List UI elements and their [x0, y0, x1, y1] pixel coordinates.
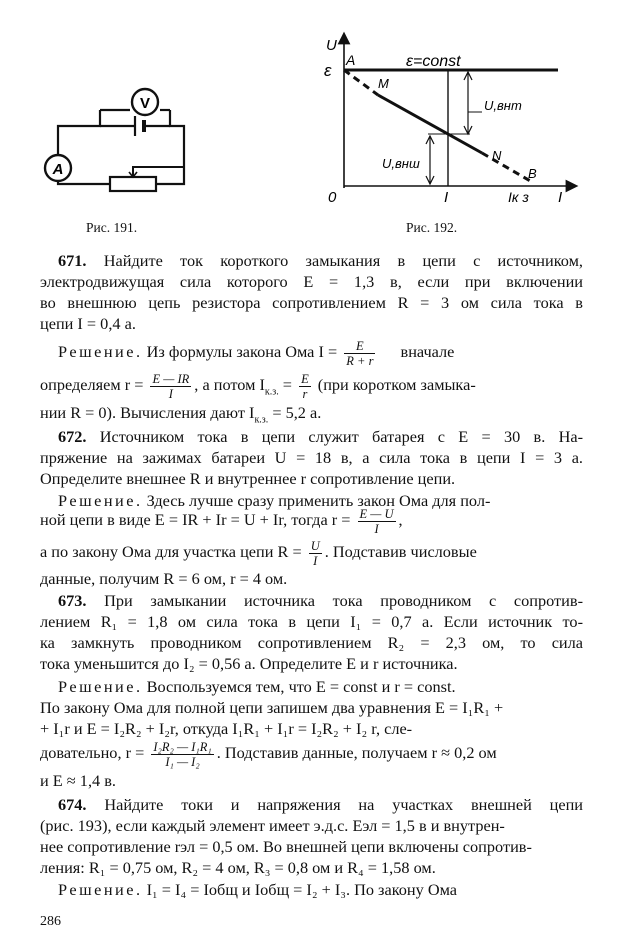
- figure-191-caption: Рис. 191.: [86, 220, 138, 235]
- p672-line2: пряжение на зажимах батареи U = 18 в, а сила тока в цепи I = 3 а.: [40, 448, 583, 467]
- p672-solution-line3: а по закону Ома для участка цепи R = $\frac{U}{I}$ . Подставив числовые: [40, 538, 477, 568]
- figure-192-caption: Рис. 192.: [406, 220, 458, 235]
- svg-text:0: 0: [328, 189, 337, 206]
- p674-line4: ления: R₁ = 0,75 ом, R₂ = 4 ом, R₃ = 0,8 ом и R₄ = 1,58 ом.: [40, 858, 436, 877]
- p671-line2: электродвижущая сила которого E = 1,3 в, если при включении: [40, 272, 583, 291]
- p673-solution-line1: Решение. Воспользуемся тем, что E = const и r = const.: [58, 677, 456, 696]
- p671-solution-line1: Решение. Из формулы закона Ома I = $\frac{E}{R + r}$ вначале: [58, 338, 455, 368]
- p672-solution-line2: ной цепи в виде E = IR + Ir = U + Ir, тогда r = $\frac{E — U}{I}$ ,: [40, 506, 403, 536]
- svg-text:U,внш: U,внш: [382, 156, 420, 171]
- svg-text:N: N: [492, 148, 502, 163]
- svg-text:U: U: [326, 37, 337, 54]
- figure-191-circuit: [40, 82, 200, 212]
- figure-192-graph: [320, 30, 582, 215]
- p671-line4: цепи I = 0,4 а.: [40, 314, 136, 333]
- p671-fraction-2: $\frac{E — IR}{I}$: [152, 371, 190, 401]
- p673-line4: тока уменьшится до I₂ = 0,56 а. Определите E и r источника.: [40, 654, 458, 673]
- p672-solution-line4: данные, получим R = 6 ом, r = 4 ом.: [40, 569, 288, 588]
- p673-number: 673.: [58, 591, 87, 610]
- p671-fraction-3: $\frac{E}{r}$: [301, 371, 309, 401]
- p673-solution-line3: + I₁r и E = I₂R₂ + I₂r, откуда I₁R₁ + I₁r = I₂R₂ + I₂ r, сле-: [40, 719, 413, 738]
- p673-solution-line5: и E ≈ 1,4 в.: [40, 771, 116, 790]
- p673-line1: 673. При замыкании источника тока проводником с сопротив-: [58, 591, 583, 610]
- svg-text:A: A: [52, 161, 64, 178]
- p673-line3: ка замкнуть проводником сопротивлением R₂ = 2,3 ом, то сила: [40, 633, 583, 652]
- p672-line3: Определите внешнее R и внутреннее r сопротивление цепи.: [40, 469, 456, 488]
- p674-number: 674.: [58, 795, 87, 814]
- svg-text:V: V: [139, 95, 151, 112]
- p674-line1: 674. Найдите токи и напряжения на участках внешней цепи: [58, 795, 583, 814]
- svg-text:B: B: [528, 166, 537, 181]
- svg-text:M: M: [378, 76, 389, 91]
- p671-line1: 671. Найдите ток короткого замыкания в цепи с источником,: [58, 251, 584, 270]
- p674-line2: (рис. 193), если каждый элемент имеет э.д.с. Eэл = 1,5 в и внутрен-: [40, 816, 505, 835]
- p673-fraction-1: $\frac{\text{I₂R₂ — I₁R₁}}{\text{I₁ — I₂}}$: [153, 739, 212, 769]
- p672-fraction-2: $\frac{U}{I}$: [310, 538, 320, 568]
- p671-solution-line3: нии R = 0). Вычисления дают $I_{к.з.} = 5,2$ а.: [40, 403, 322, 426]
- p674-solution-line1: Решение. I₁ = I₄ = Iобщ и Iобщ = I₂ + I₃. По закону Ома: [58, 880, 458, 899]
- p671-number: 671.: [58, 251, 87, 270]
- p673-solution-line4: довательно, r = $\frac{\text{I₂R₂ — I₁R₁}}{\text{I₁ — I₂}}$ . Подставив данные, получаем r ≈ 0,2 ом: [40, 739, 497, 769]
- page-number: 286: [40, 914, 61, 929]
- svg-text:ε: ε: [324, 61, 332, 80]
- p672-number: 672.: [58, 427, 87, 446]
- p672-solution-line1: Решение. Здесь лучше сразу применить закон Ома для пол-: [58, 491, 491, 510]
- p672-line1: 672. Источником тока в цепи служит батарея с E = 30 в. На-: [58, 427, 583, 446]
- svg-text:I: I: [444, 189, 449, 206]
- svg-text:Iк з: Iк з: [508, 189, 529, 205]
- rheostat-icon: [110, 177, 156, 191]
- p672-fraction-1: $\frac{E — U}{I}$: [359, 506, 394, 536]
- p674-line3: нее сопротивление rэл = 0,5 ом. Во внешней цепи включены сопротив-: [40, 837, 532, 856]
- p671-solution-line2: определяем r = $\frac{E — IR}{I}$ , а потом $I_{к.з.}$ = $\frac{E}{r}$ (при коротком замыка-: [40, 371, 476, 401]
- svg-text:I: I: [558, 189, 563, 206]
- p673-line2: лением R₁ = 1,8 ом сила тока в цепи I₁ = 0,7 а. Если источник то-: [40, 612, 583, 631]
- p671-line3: во внешнюю цепь резистора сопротивлением R = 3 ом сила тока в: [40, 293, 583, 312]
- svg-text:A: A: [346, 52, 356, 68]
- p673-solution-line2: По закону Ома для полной цепи запишем два уравнения E = I₁R₁ +: [40, 698, 504, 717]
- svg-text:ε=const: ε=const: [406, 53, 461, 70]
- svg-text:U,внт: U,внт: [484, 98, 522, 113]
- p671-fraction-1: $\frac{E}{R + r}$: [346, 338, 374, 368]
